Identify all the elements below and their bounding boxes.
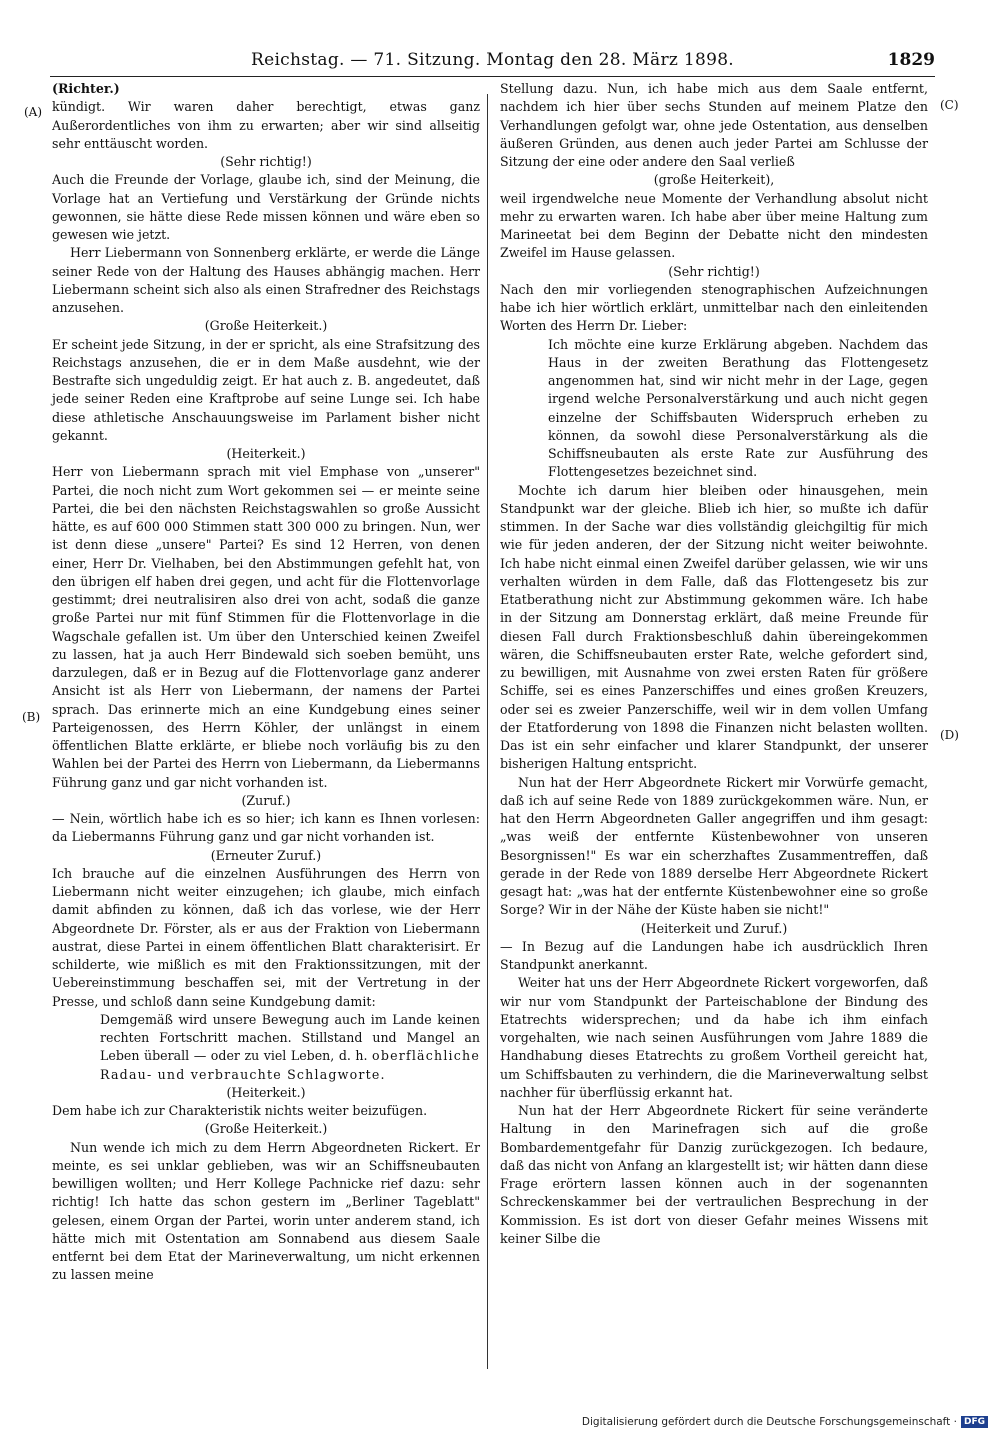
quote-text: Demgemäß wird unsere Bewegung auch im Lande keinen rechten Fortschritt machen. Stillstand und Mangel an Leben überall — oder zu viel Leben, d. h. — [100, 1011, 480, 1064]
paragraph: Herr Liebermann von Sonnenberg erklärte, er werde die Länge seiner Rede von der Haltung des Hauses abhängig machen. Herr Liebermann scheint sich also als einen Strafredner des Reichstags anzusehen. — [52, 245, 480, 315]
reaction: (Zuruf.) — [241, 792, 291, 808]
paragraph: Nun wende ich mich zu dem Herrn Abgeordneten Rickert. Er meinte, es sei unklar geblieben, was wir an Schiffsneubauten bewilligen wollten; und Herr Kollege Pachnicke rief dazu: sehr richtig! Ich hatte das schon gestern im „Berliner Tageblatt" gelesen, einem Organ der Partei, worin unter anderem stand, ich hätte mich mit Ostentation am Sonnabend aus diesem Saale entfernt bei dem Etat der Marineverwaltung, um nicht erkennen zu lassen meine — [52, 1139, 480, 1283]
paragraph: Er scheint jede Sitzung, in der er spricht, als eine Strafsitzung des Reichstags anzusehen, die er in dem Maße ausdehnt, wie der Bestrafte sich ungeduldig zeigt. Er hat auch z. B. angedeutet, daß jede seiner Reden eine Kraftprobe auf seine Lunge sei. Ich habe diese athletische Anschauungsweise im Parlament bisher nicht gekannt. — [52, 336, 480, 443]
reaction: (Große Heiterkeit.) — [204, 318, 328, 334]
footer-text: Digitalisierung gefördert durch die Deutsche Forschungsgemeinschaft · — [581, 1416, 957, 1428]
block-quote: Ich möchte eine kurze Erklärung abgeben. Nachdem das Haus in der zweiten Berathung das Flottengesetz angenommen hat, sind wir nicht mehr in der Lage, gegen irgend welche Personalverstärkung und auch nicht gegen einzelne der Schiffsbauten Widerspruch erheben zu können, da sowohl diese Personalverstärkung als die Schiffsneubauten als erste Rate zur Ausführung des Flottengesetzes bezeichnet sind. — [548, 336, 928, 480]
reaction: (Sehr richtig!) — [668, 263, 760, 279]
quote-text-spaced: oberflächliche Radau- und verbrauchte Schlagworte. — [100, 1048, 480, 1082]
column-divider — [487, 94, 488, 1369]
paragraph: — In Bezug auf die Landungen habe ich ausdrücklich Ihren Standpunkt anerkannt. — [500, 938, 928, 972]
paragraph: Dem habe ich zur Charakteristik nichts weiter beizufügen. — [52, 1103, 428, 1118]
right-column — [500, 80, 928, 1248]
reaction: (Erneuter Zuruf.) — [210, 847, 322, 863]
paragraph: Mochte ich darum hier bleiben oder hinausgehen, mein Standpunkt war der gleiche. Blieb ich hier, so mußte ich dafür stimmen. In der Sache war dies vollständig gleichgiltig für mich wie für jeden anderen, der der Sitzung nicht weiter beiwohnte. Ich habe nicht einmal einen Zweifel darüber gelassen, wie wir uns verhalten würden in dem Falle, daß das Flottengesetz bis zur Etatberathung nicht zur Abstimmung gekommen wäre. Ich habe in der Sitzung am Donnerstag erklärt, daß meine Freunde für diesen Fall durch Fraktionsbeschluß dahin übereingekommen wären, die Schiffsneubauten erster Rate, welche gefordert sind, zu bewilligen, mit Ausnahme von zwei ersten Raten für größere Schiffe, sei es eines Panzerschiffes und eines großen Kreuzers, oder sei es zweier Panzerschiffe, weil wir in dem vollen Umfang der Etatforderung von 1898 die Finanzen nicht belasten wollten. Das ist ein sehr einfacher und klarer Standpunkt, der unserer bisherigen Haltung entspricht. — [500, 482, 928, 772]
paragraph: weil irgendwelche neue Momente der Verhandlung absolut nicht mehr zu erwarten waren. Ich habe aber über meine Haltung zum Marineetat bei dem Beginn der Debatte nicht den mindesten Zweifel im Hause gelassen. — [500, 190, 928, 261]
paragraph: kündigt. Wir waren daher berechtigt, etwas ganz Außerordentliches von ihm zu erwarten; aber wir sind allseitig sehr enttäuscht worden. — [52, 99, 480, 151]
page-number: 1829 — [887, 50, 935, 70]
paragraph: Nach den mir vorliegenden stenographischen Aufzeichnungen habe ich hier wörtlich erklärt, unmittelbar nach den einleitenden Worten des Herrn Dr. Lieber: — [500, 281, 928, 334]
margin-marker-a: (A) — [24, 105, 43, 119]
speaker-label: (Richter.) — [52, 81, 120, 96]
paragraph: — Nein, wörtlich habe ich es so hier; ich kann es Ihnen vorlesen: da Liebermanns Führung ganz und gar nicht vorhanden ist. — [52, 811, 480, 845]
paragraph: Stellung dazu. Nun, ich habe mich aus dem Saale entfernt, nachdem ich hier über sechs Stunden auf meinem Platze den Verhandlungen gefolgt war, ohne jede Ostentation, aus denselben äußeren Gründen, aus denen auch jeder Partei am Schlusse der Sitzung der eine oder andere den Saal verließ — [500, 81, 928, 169]
paragraph: Ich brauche auf die einzelnen Ausführungen des Herrn von Liebermann nicht weiter einzugehen; ich glaube, mich einfach damit abfinden zu können, daß ich das vorlese, wie der Herr Abgeordnete Dr. Förster, als er aus der Fraktion von Liebermann austrat, diese Partei in einem öffentlichen Blatt charakterisirt. Er schilderte, wie mißlich es mit den Fraktionssitzungen, mit der Uebereinstimmung beschaffen sei, mit der Vertretung in der Presse, und schloß dann seine Kundgebung damit: — [52, 865, 480, 1009]
margin-marker-d: (D) — [940, 728, 959, 742]
margin-marker-c: (C) — [940, 98, 959, 112]
paragraph: Nun hat der Herr Abgeordnete Rickert für seine veränderte Haltung in den Marinefragen sich auf die große Bombardementgefahr für Danzig zurückgezogen. Ich bedaure, daß das nicht von Anfang an klargestellt ist; wir hätten dann diese Frage erörtern lassen können auch in der sogenannten Schreckenskammer bei der vertraulichen Besprechung in der Kommission. Es ist dort von dieser Gefahr meines Wissens mit keiner Silbe die — [500, 1103, 928, 1246]
paragraph: Auch die Freunde der Vorlage, glaube ich, sind der Meinung, die Vorlage hat an Vertiefung und Verstärkung der Gründe nichts gewonnen, sie hätte diese Rede missen können und wäre eben so gewesen wie jetzt. — [52, 172, 480, 242]
reaction: (Sehr richtig!) — [220, 154, 312, 169]
reaction: (Heiterkeit und Zuruf.) — [640, 920, 788, 936]
header-rule — [50, 76, 935, 77]
header-title: Reichstag. — 71. Sitzung. Montag den 28. März 1898. — [250, 50, 735, 70]
paragraph: Weiter hat uns der Herr Abgeordnete Rickert vorgeworfen, daß wir nur vom Standpunkt der Parteischablone der Bindung des Etatrechts widersprechen; und da habe ich ihm einfach vorgehalten, wie nach seinen Ausführungen vom Jahre 1889 die Handhabung dieses Etatrechts zu großem Vortheil gereicht hat, um Schiffsbauten zu verhindern, die die Marineverwaltung selbst nachher für überflüssig erkannt hat. — [500, 975, 928, 1100]
block-quote — [100, 1011, 480, 1084]
paragraph: Nun hat der Herr Abgeordnete Rickert mir Vorwürfe gemacht, daß ich auf seine Rede von 1889 zurückgekommen wäre. Nun, er hat den Herrn Abgeordneten Galler angegriffen und ihm gesagt: „was weiß der entfernte Küstenbewohner von unseren Besorgnissen!" Es war ein scherzhaftes Zusammentreffen, daß gerade in der Rede von 1889 derselbe Herr Abgeordnete Rickert gesagt hat: „was hat der entfernte Küstenbewohner eine so große Sorge? Wir in der Nähe der Küste haben sie nicht!" — [500, 774, 928, 918]
margin-marker-b: (B) — [22, 710, 41, 724]
reaction: (Heiterkeit.) — [226, 1084, 306, 1100]
dfg-logo: DFG — [961, 1416, 988, 1428]
paragraph: Herr von Liebermann sprach mit viel Emphase von „unserer" Partei, die noch nicht zum Wort gekommen sei — er meinte seine Partei, die bei den nächsten Reichstagswahlen so große Aussicht hätte, es auf 600 000 Stimmen statt 300 000 zu bringen. Nun, wer ist denn diese „unsere" Partei? Es sind 12 Herren, von denen einer, Herr Dr. Vielhaben, bei den Abstimmungen gefehlt hat, von den übrigen elf haben drei gegen, und acht für die Flottenvorlage gestimmt; drei neutralisiren also drei von acht, sodaß die ganze große Partei nur mit fünf Stimmen für die Flottenvorlage in die Wagschale gefallen ist. Um über den Unterschied keinen Zweifel zu lassen, hat ja auch Herr Bindewald sich soeben bemüht, uns darzulegen, daß er in Bezug auf die Flottenvorlage ganz anderer Ansicht ist als Herr von Liebermann, der namens der Partei sprach. Das erinnerte mich an eine Kundgebung eines seiner Parteigenossen, des Herrn Köhler, der unlängst in einem öffentlichen Blatte erklärte, er bliebe noch vorläufig bis zu den Wahlen bei der Partei des Herrn von Liebermann, da Liebermanns Führung ganz und gar nicht vorhanden ist. — [52, 464, 480, 790]
reaction: (Große Heiterkeit.) — [204, 1121, 328, 1137]
left-column — [52, 80, 480, 1285]
footer-credit — [582, 1416, 988, 1428]
reaction: (große Heiterkeit), — [653, 172, 775, 188]
reaction: (Heiterkeit.) — [226, 446, 306, 461]
